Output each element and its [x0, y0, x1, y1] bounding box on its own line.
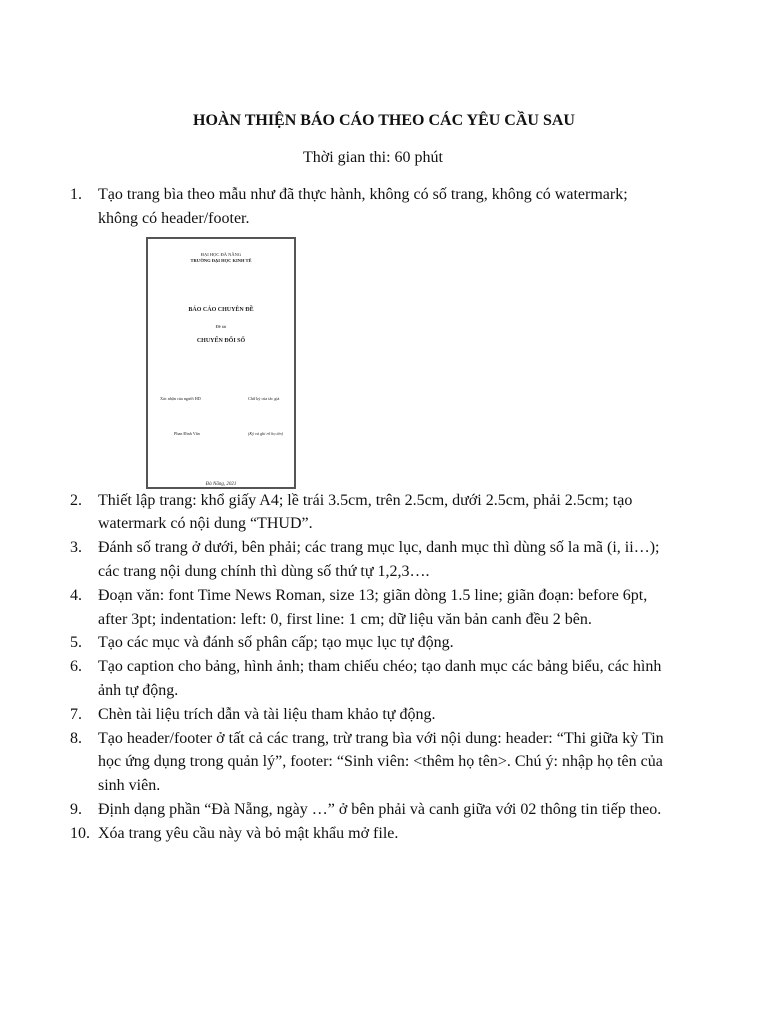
task-number: 1.: [70, 186, 82, 203]
task-number: 8.: [70, 729, 82, 747]
task-number: 6.: [70, 658, 82, 676]
task-number: 5.: [70, 634, 82, 652]
cover-topic-label: Đề tài: [215, 323, 227, 329]
task-number: 4.: [70, 586, 82, 604]
task-text: Đoạn văn: font Time News Roman, size 13; giãn dòng 1.5 line; giãn đoạn: before 6pt, after 3pt; indentation: left: 0, first line: 1 cm; dữ liệu văn bản canh đều 2 bên.: [98, 586, 648, 628]
cover-signature-label: Chữ ký của tác giả: [248, 395, 280, 401]
task-text: Tạo header/footer ở tất cả các trang, trừ trang bìa với nội dung: header: “Thi giữa kỳ Tin học ứng dụng trong quản lý”, footer: “Sinh viên: <thêm họ tên>. Chú ý: nhập họ tên của sinh viên.: [98, 729, 664, 795]
cover-faculty: TRƯỜNG ĐẠI HỌC KINH TẾ: [190, 257, 252, 263]
task-number: 2.: [70, 491, 82, 509]
task-text: Xóa trang yêu cầu này và bỏ mật khẩu mở file.: [98, 824, 399, 842]
task-item: [70, 183, 670, 489]
task-number: 10.: [70, 824, 90, 842]
exam-duration: Thời gian thi: 60 phút: [302, 149, 443, 166]
task-item: [70, 822, 670, 846]
task-item: [70, 727, 670, 798]
task-text: Tạo các mục và đánh số phân cấp; tạo mục lục tự động.: [98, 634, 454, 652]
task-number: 9.: [70, 800, 82, 818]
page-title: HOÀN THIỆN BÁO CÁO THEO CÁC YÊU CẦU SAU: [193, 112, 575, 129]
cover-page-sample: [146, 237, 296, 489]
task-item: [70, 655, 670, 703]
task-item: [70, 798, 670, 822]
cover-topic: CHUYỂN ĐỔI SỐ: [196, 337, 246, 344]
task-number: 7.: [70, 705, 82, 723]
task-text: Đánh số trang ở dưới, bên phải; các trang mục lục, danh mục thì dùng số la mã (i, ii…); các trang nội dung chính thì dùng số thứ tự 1,2,3….: [98, 539, 660, 580]
task-text: Chèn tài liệu trích dẫn và tài liệu tham khảo tự động.: [98, 705, 436, 723]
task-item: [70, 631, 670, 655]
task-text: Tạo trang bìa theo mẫu như đã thực hành, không có số trang, không có watermark; không có header/footer.: [98, 186, 628, 227]
task-list: [70, 183, 670, 846]
task-item: [70, 584, 670, 632]
task-text: Thiết lập trang: khổ giấy A4; lề trái 3.5cm, trên 2.5cm, dưới 2.5cm, phải 2.5cm; tạo watermark có nội dung “THUD”.: [98, 491, 633, 533]
task-item: [70, 489, 670, 537]
cover-supervisor-name: Phan Đình Vấn: [174, 430, 200, 436]
cover-confirm-label: Xác nhận của người HD: [160, 395, 201, 401]
cover-signature-note: (Ký và ghi rõ họ tên): [248, 430, 284, 436]
task-number: 3.: [70, 539, 82, 557]
cover-university: ĐẠI HỌC ĐÀ NẴNG: [200, 251, 242, 257]
task-text: Định dạng phần “Đà Nẵng, ngày …” ở bên phải và canh giữa với 02 thông tin tiếp theo.: [98, 800, 662, 818]
cover-sample-wrapper: [98, 231, 670, 489]
task-item: [70, 536, 670, 584]
cover-place-date: Đà Nẵng, 2021: [205, 481, 237, 487]
task-text: Tạo caption cho bảng, hình ảnh; tham chiếu chéo; tạo danh mục các bảng biểu, các hình ảnh tự động.: [98, 658, 662, 699]
cover-report-title: BÁO CÁO CHUYÊN ĐỀ: [188, 306, 254, 313]
task-item: [70, 703, 670, 727]
